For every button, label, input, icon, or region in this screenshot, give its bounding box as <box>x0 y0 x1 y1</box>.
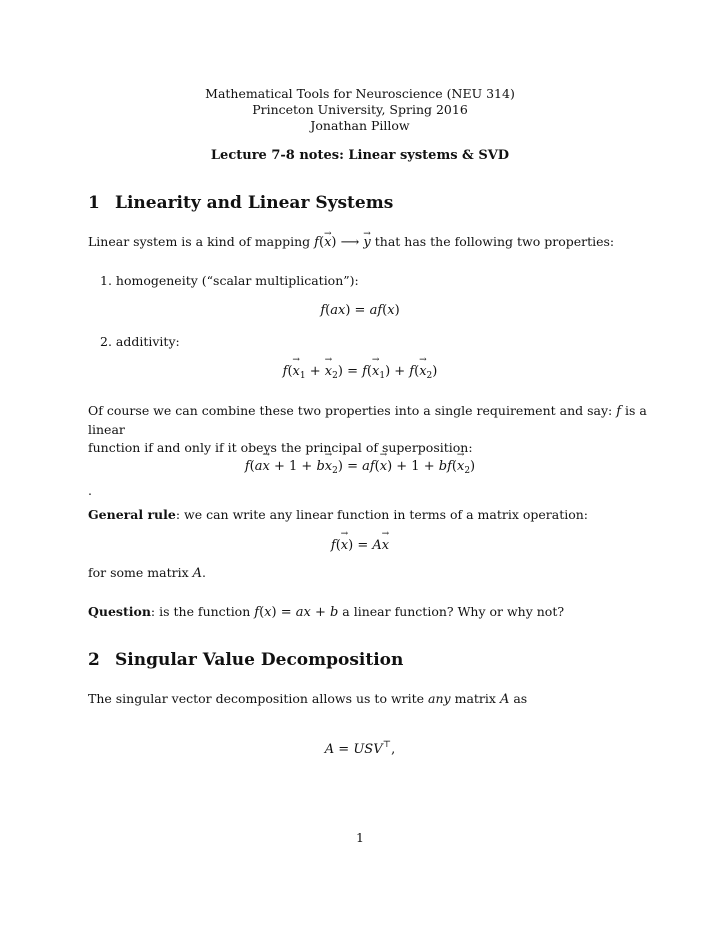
question-line: Question: is the function f(x) = ax + b a linear function? Why or why not? <box>88 604 565 620</box>
for-some-matrix: for some matrix A. <box>88 565 206 581</box>
superposition-equation: $f(a\to x + 1 + b\to x_2) = af(\to x) + 1 + bf(\to x_2)$ <box>0 459 720 476</box>
page-number: 1 <box>356 830 364 845</box>
homogeneity-equation: f(ax) = af(x) <box>320 303 400 318</box>
svd-equation: A = USV⊤, <box>324 740 396 757</box>
section-2-heading <box>88 650 403 670</box>
section-1-title: Linearity and Linear Systems <box>115 193 394 213</box>
section-1-intro: Linear system is a kind of mapping f(→ x) ⟶ → y that has the following two properties: <box>88 233 638 252</box>
general-rule: General rule: we can write any linear function in terms of a matrix operation: <box>88 507 589 522</box>
section-2-title: Singular Value Decomposition <box>115 650 404 670</box>
lecture-title: Lecture 7-8 notes: Linear systems & SVD <box>210 148 510 163</box>
superposition-paragraph: Of course we can combine these two properties into a single requirement and say: f is a linear function if and only if it obeys the principal of superposition: <box>88 403 647 455</box>
course-title: Mathematical Tools for Neuroscience (NEU 314) <box>205 86 515 101</box>
section-2-intro: The singular vector decomposition allows us to write any matrix A as <box>88 691 528 707</box>
question-formula: f(x) = ax + b <box>254 605 339 620</box>
university-line: Princeton University, Spring 2016 <box>252 102 468 117</box>
author-line: Jonathan Pillow <box>310 118 410 133</box>
mapping-formula: f(→ x) ⟶ → y <box>314 235 371 250</box>
section-2-number: 2 <box>88 650 100 670</box>
additivity-equation: $f(\to x_1$ + → $x_2) = f(\to x_1) + f(\to x_2)$ <box>0 364 720 381</box>
stray-period: . <box>88 483 92 498</box>
additivity-label: 2. additivity: <box>100 334 180 349</box>
matrix-equation: f(→ x) = A→ x <box>0 538 720 553</box>
section-1-number: 1 <box>88 193 100 213</box>
homogeneity-label: 1. homogeneity (“scalar multiplication”): <box>100 273 359 288</box>
section-1-heading <box>88 193 393 213</box>
